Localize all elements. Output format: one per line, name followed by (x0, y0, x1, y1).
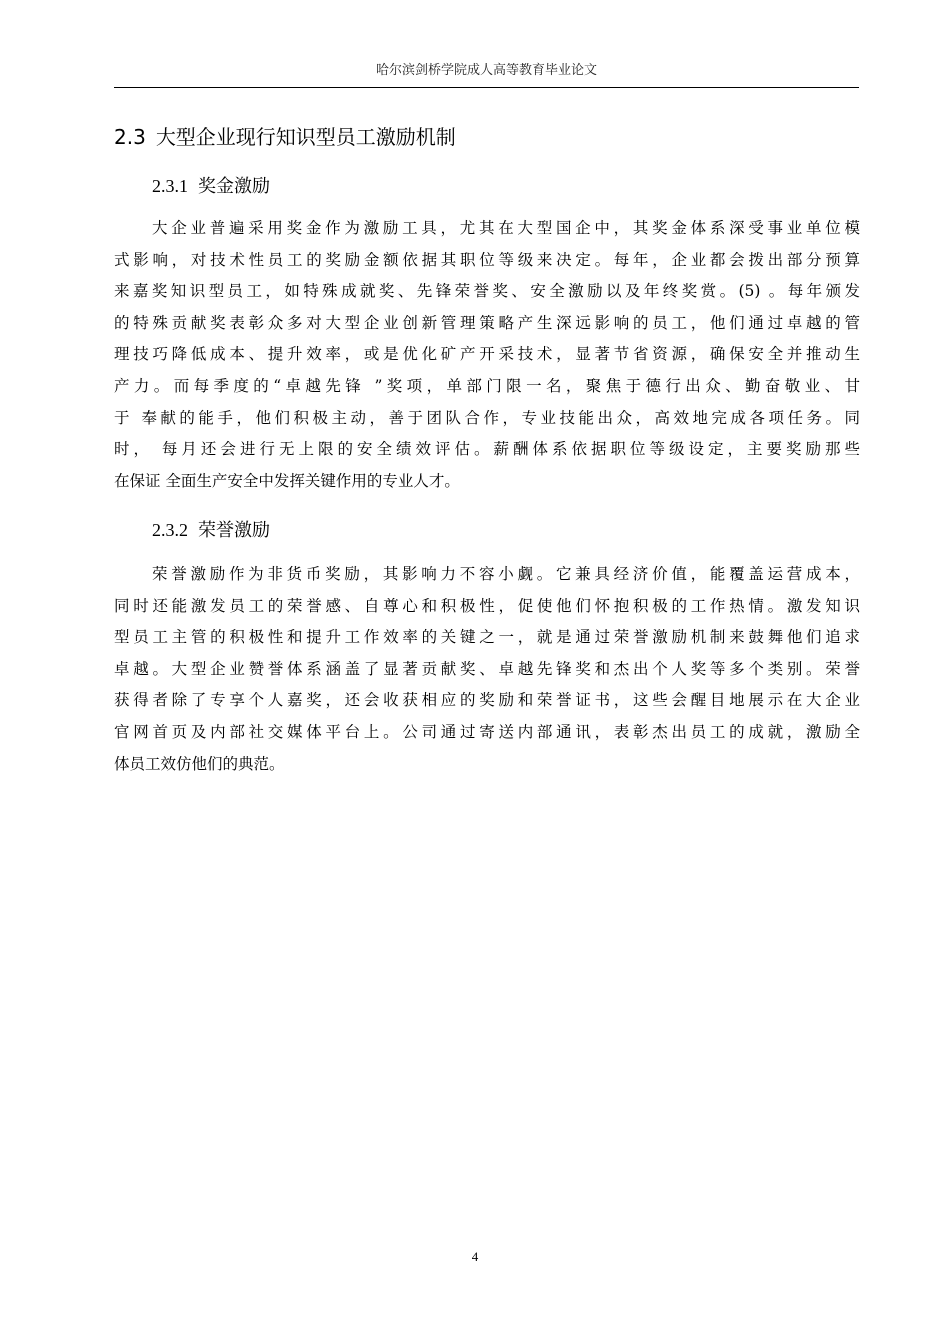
text-line: 在保证 全面生产安全中发挥关键作用的专业人才。 (114, 471, 460, 490)
subsection-title: 奖金激励 (198, 176, 270, 197)
text-line: 官网首页及内部社交媒体平台上。公司通过寄送内部通讯，表彰杰出员工的成就，激励全 (114, 722, 860, 741)
subsection-number: 2.3.2 (152, 520, 188, 540)
text-line: 同时还能激发员工的荣誉感、自尊心和积极性，促使他们怀抱积极的工作热情。激发知识 (114, 596, 860, 615)
section-number: 2.3 (114, 125, 146, 149)
subsection-number: 2.3.1 (152, 176, 188, 196)
text-line: 体员工效仿他们的典范。 (114, 754, 285, 773)
subsection-title: 荣誉激励 (198, 520, 270, 541)
text-line: 产力。而每季度的“卓越先锋 ”奖项，单部门限一名，聚焦于德行出众、勤奋敬业、甘 (114, 376, 860, 395)
text-line: 式影响，对技术性员工的奖励金额依据其职位等级来决定。每年，企业都会拨出部分预算 (114, 250, 860, 269)
text-line: 的特殊贡献奖表彰众多对大型企业创新管理策略产生深远影响的员工，他们通过卓越的管 (114, 313, 860, 332)
text-line: 获得者除了专享个人嘉奖，还会收获相应的奖励和荣誉证书，这些会醒目地展示在大企业 (114, 691, 860, 710)
text-line: 大企业普遍采用奖金作为激励工具，尤其在大型国企中，其奖金体系深受事业单位模 (152, 219, 860, 237)
subsection-heading-bonus (152, 172, 270, 201)
subsection-heading-honor (152, 516, 270, 545)
text-line: 卓越。大型企业赞誉体系涵盖了显著贡献奖、卓越先锋奖和杰出个人奖等多个类别。荣誉 (114, 659, 860, 678)
section-heading (114, 122, 456, 152)
text-line: 荣誉激励作为非货币奖励，其影响力不容小觑。它兼具经济价值，能覆盖运营成本， (152, 565, 860, 583)
section-title: 大型企业现行知识型员工激励机制 (155, 125, 456, 149)
text-line: 来嘉奖知识型员工，如特殊成就奖、先锋荣誉奖、安全激励以及年终奖赏。(5) 。每年颁发 (114, 282, 860, 301)
paragraph-bonus-incentive (114, 213, 860, 497)
header-rule (114, 87, 859, 88)
text-line: 理技巧降低成本、提升效率，或是优化矿产开采技术，显著节省资源，确保安全并推动生 (114, 345, 860, 364)
page-number: 4 (471, 1249, 479, 1264)
text-line: 型员工主管的积极性和提升工作效率的关键之一，就是通过荣誉激励机制来鼓舞他们追求 (114, 628, 860, 647)
paragraph-honor-incentive (114, 559, 860, 780)
page-header: 哈尔滨剑桥学院成人高等教育毕业论文 (375, 63, 597, 78)
text-line: 于 奉献的能手，他们积极主动，善于团队合作，专业技能出众，高效地完成各项任务。同 (114, 408, 860, 427)
text-line: 时， 每月还会进行无上限的安全绩效评估。薪酬体系依据职位等级设定，主要奖励那些 (114, 440, 860, 459)
